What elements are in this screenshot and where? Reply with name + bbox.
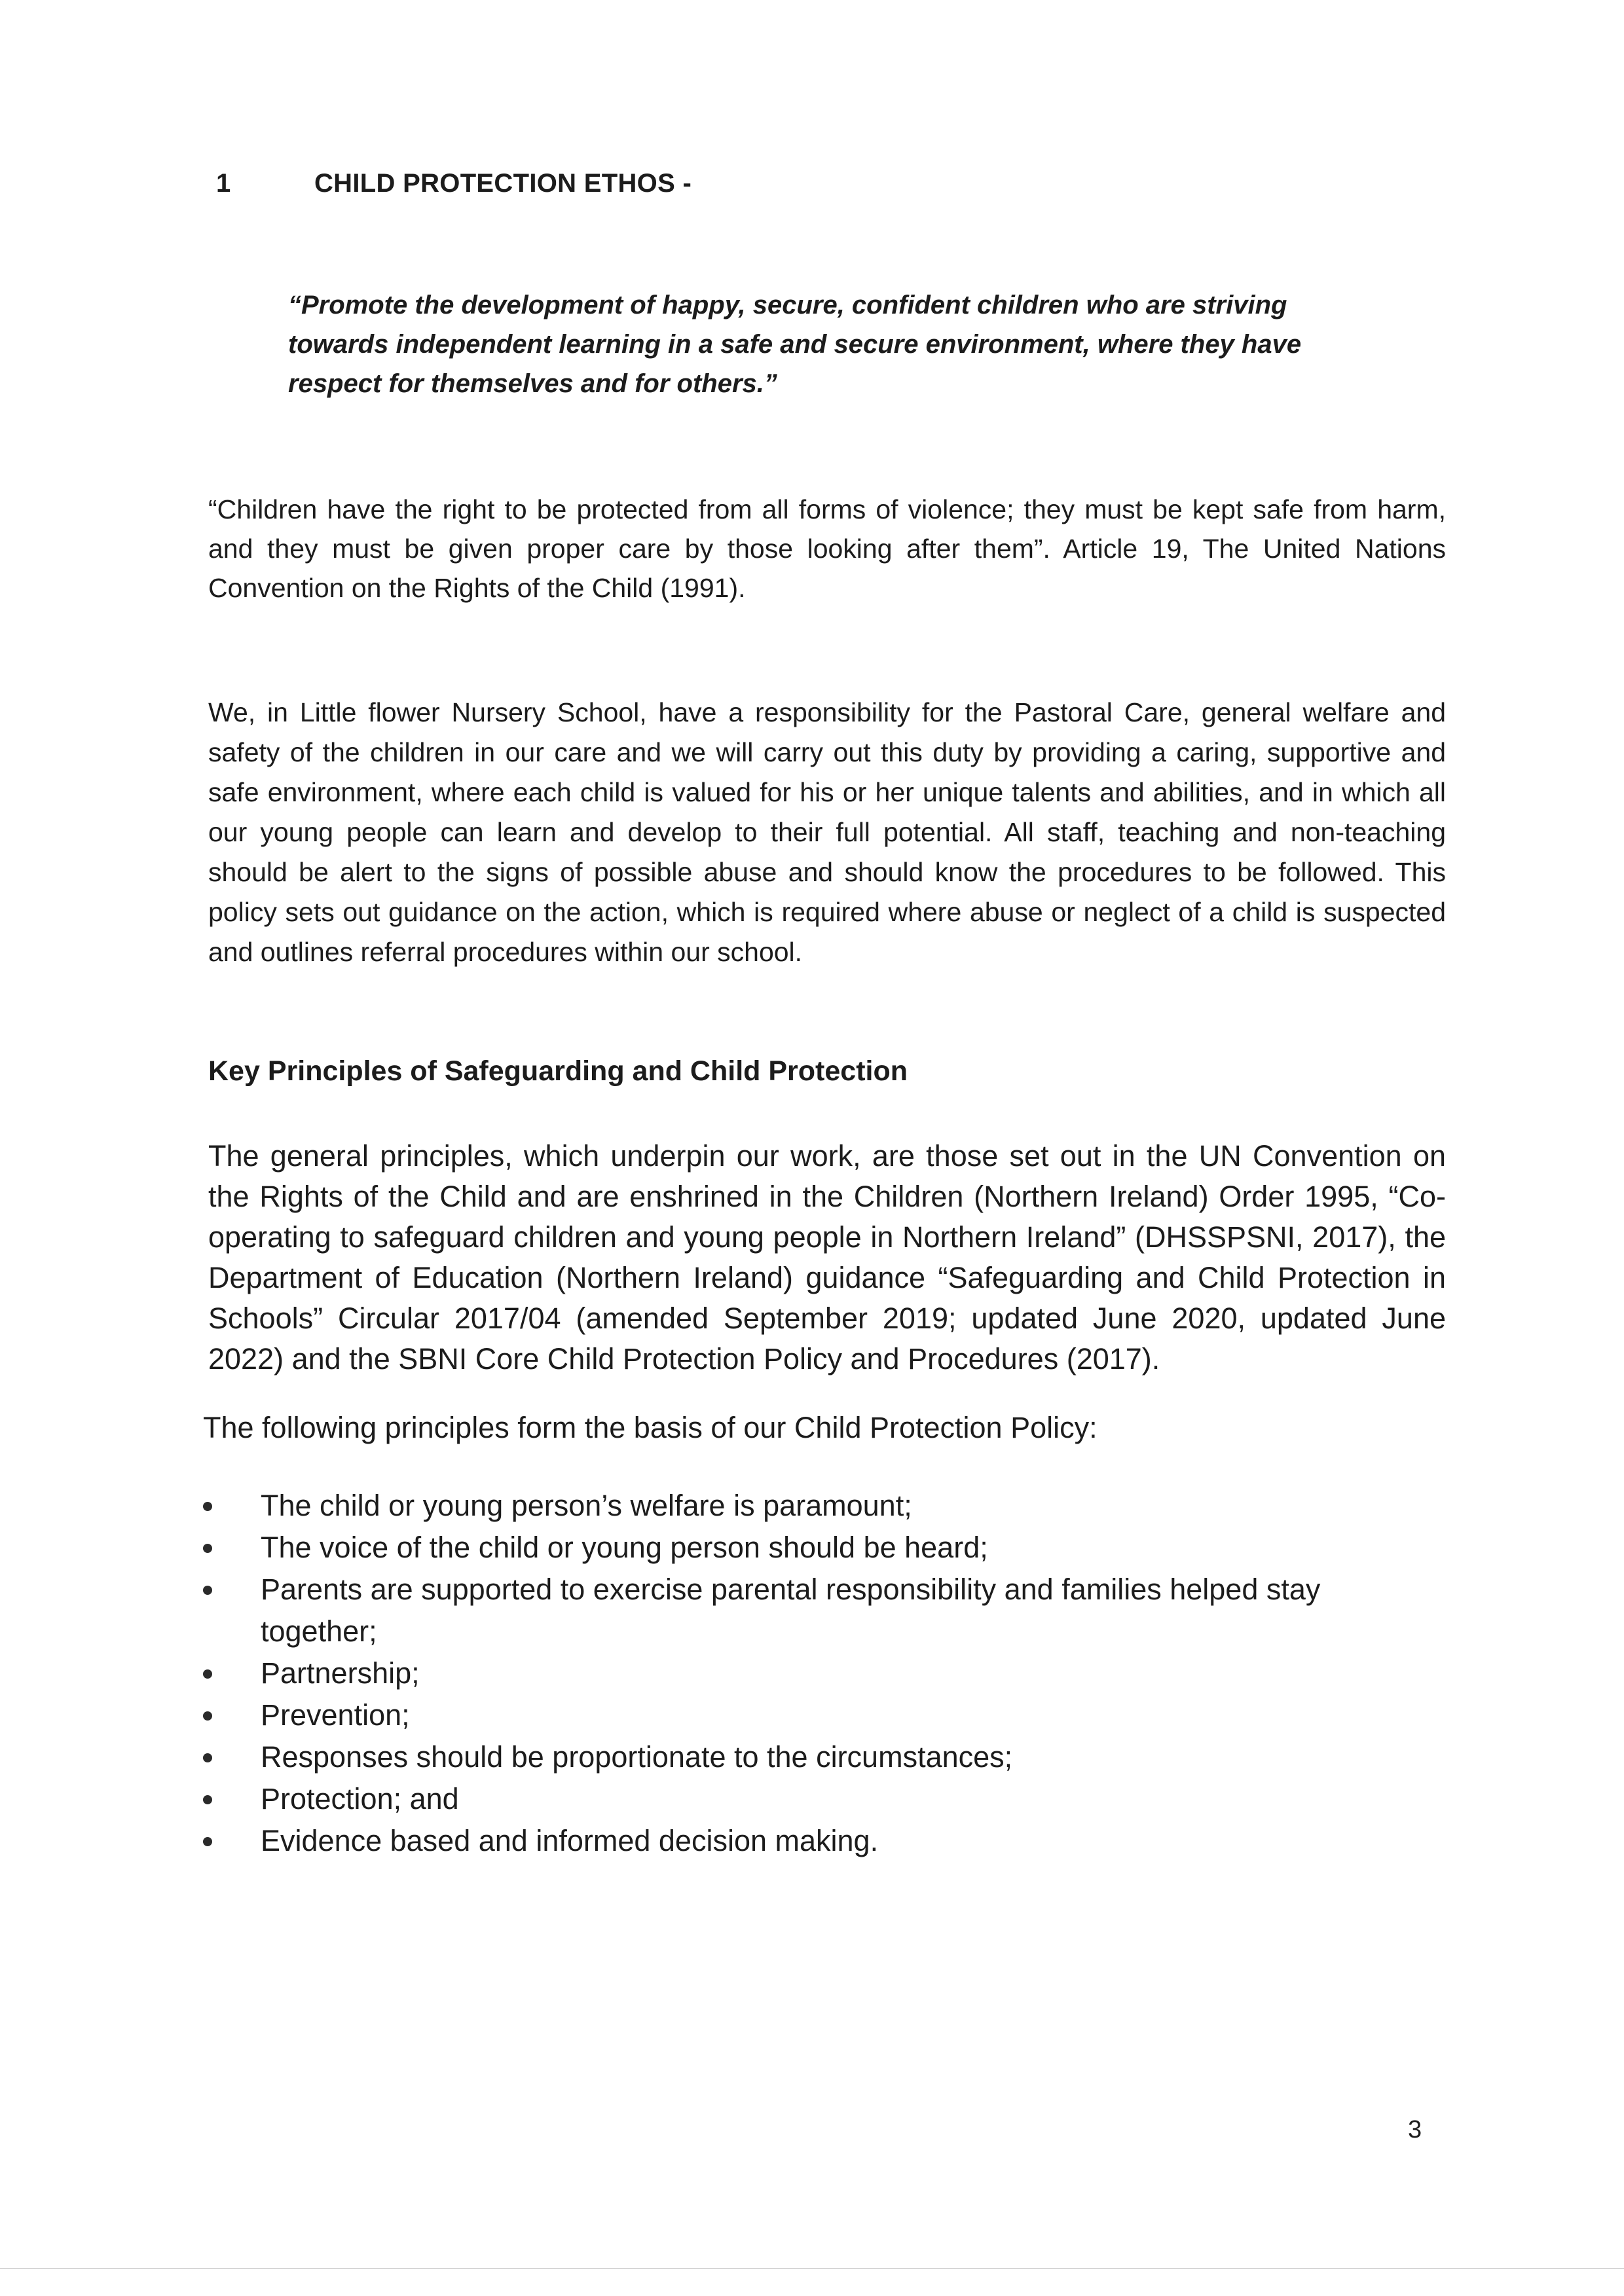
un-convention-quote: “Children have the right to be protected from all forms of violence; they must be kept safe from harm, and they must be given proper care by those looking after them”. Article 19, The United Nations Convention on the Rights of the Child (1991). bbox=[208, 494, 1446, 603]
bullet-icon bbox=[203, 1795, 212, 1804]
list-item bbox=[196, 1820, 1441, 1862]
list-item-text: Protection; and bbox=[261, 1782, 459, 1815]
list-item-text: The child or young person’s welfare is paramount; bbox=[261, 1489, 912, 1522]
list-item bbox=[196, 1527, 1441, 1569]
bullet-icon bbox=[203, 1586, 212, 1595]
list-item-text: The voice of the child or young person should be heard; bbox=[261, 1531, 988, 1564]
bullet-icon bbox=[203, 1753, 212, 1762]
bullet-icon bbox=[203, 1837, 212, 1846]
list-item bbox=[196, 1652, 1441, 1694]
list-item bbox=[196, 1485, 1441, 1527]
bullet-icon bbox=[203, 1669, 212, 1679]
key-principles-intro: The general principles, which underpin our work, are those set out in the UN Convention on the Rights of the Child and are enshrined in the Children (Northern Ireland) Order 1995, “Co-operating to safeguard children and young people in Northern Ireland” (DHSSPSNI, 2017), the Department of Education (Northern Ireland) guidance “Safeguarding and Child Protection in Schools” Circular 2017/04 (amended September 2019; updated June 2020, updated June 2022) and the SBNI Core Child Protection Policy and Procedures (2017). bbox=[208, 1139, 1446, 1376]
bullet-icon bbox=[203, 1502, 212, 1511]
bullet-icon bbox=[203, 1544, 212, 1553]
section-title: CHILD PROTECTION ETHOS - bbox=[314, 169, 692, 198]
principles-list bbox=[196, 1485, 1441, 1862]
list-item-text: Parents are supported to exercise parental responsibility and families helped stay together; bbox=[261, 1573, 1321, 1648]
responsibility-paragraph: We, in Little flower Nursery School, have a responsibility for the Pastoral Care, general welfare and safety of the children in our care and we will carry out this duty by providing a caring, supportive and safe environment, where each child is valued for his or her unique talents and abilities, and in which all our young people can learn and develop to their full potential. All staff, teaching and non-teaching should be alert to the signs of possible abuse and should know the procedures to be followed. This policy sets out guidance on the action, which is required where abuse or neglect of a child is suspected and outlines referral procedures within our school. bbox=[208, 697, 1446, 967]
key-principles-heading: Key Principles of Safeguarding and Child Protection bbox=[208, 1055, 908, 1087]
list-item-text: Evidence based and informed decision making. bbox=[261, 1824, 879, 1857]
scan-edge-line bbox=[0, 2268, 1624, 2269]
page-number: 3 bbox=[1408, 2116, 1422, 2143]
list-item bbox=[196, 1778, 1441, 1820]
list-item-text: Prevention; bbox=[261, 1698, 410, 1732]
list-item bbox=[196, 1736, 1441, 1778]
list-item-text: Responses should be proportionate to the circumstances; bbox=[261, 1740, 1013, 1774]
list-item bbox=[196, 1569, 1441, 1652]
bullet-icon bbox=[203, 1711, 212, 1721]
principles-basis-text: The following principles form the basis of our Child Protection Policy: bbox=[203, 1411, 1098, 1444]
section-heading bbox=[216, 169, 692, 198]
ethos-quote: “Promote the development of happy, secure, confident children who are striving towards independent learning in a safe and secure environment, where they have respect for themselves and for others.” bbox=[288, 291, 1302, 398]
section-number: 1 bbox=[216, 169, 231, 198]
list-item bbox=[196, 1694, 1441, 1736]
list-item-text: Partnership; bbox=[261, 1656, 420, 1690]
